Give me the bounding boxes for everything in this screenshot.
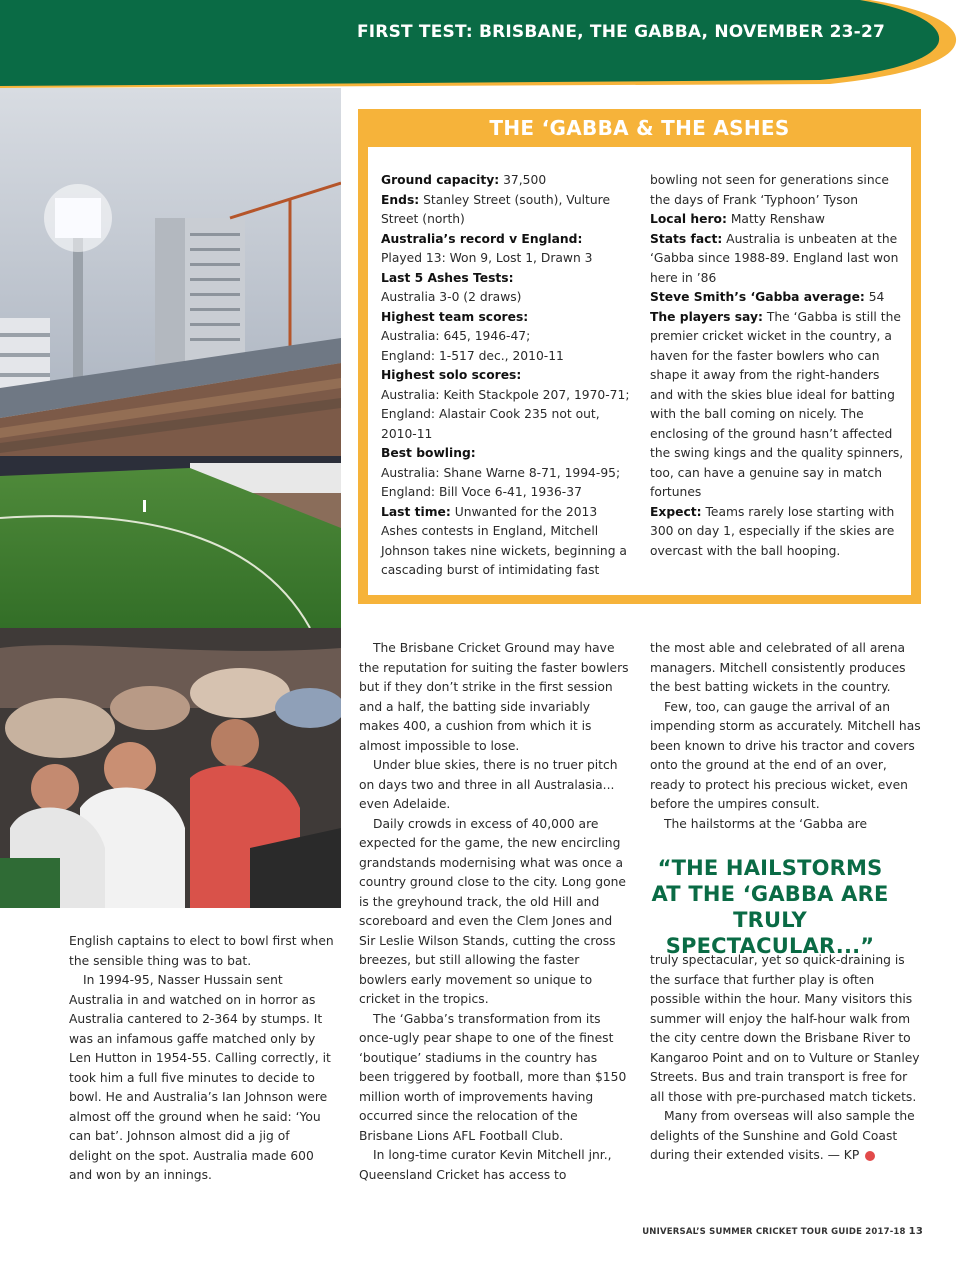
fact-entry: The players say: The ‘Gabba is still the premier cricket wicket in the country, a haven for the faster bowlers who can shape it away from the right-handers and with the skies blue ideal for batting with the ball coming on nicely. The enclosing of the ground hasn’t affected the swing kings and the quality spinners, too, can have a genuine say in match fortunes [650,309,904,499]
article-column-right-top [650,639,922,834]
fact-entry: Australia: Keith Stackpole 207, 1970-71; England: Alastair Cook 235 not out, 2010-11 [381,387,630,441]
article-paragraph: In long-time curator Kevin Mitchell jnr., Queensland Cricket has access to [359,1148,612,1182]
article-last-paragraph [650,1107,922,1166]
fact-box-content [368,147,911,595]
article-paragraph: Few, too, can gauge the arrival of an impending storm as accurately. Mitchell has been known to drive his tractor and covers onto the ground at the end of an over, ready to protect his precious wicket, even before the umpires consult. [650,699,921,811]
article-paragraph: the most able and celebrated of all arena managers. Mitchell consistently produces the best batting wickets in the country. [650,641,906,694]
article-paragraph-text: Many from overseas will also sample the delights of the Sunshine and Gold Coast during their extended visits. — KP [650,1109,915,1162]
fact-entry: Australia 3-0 (2 draws) [381,290,522,304]
fact-entry: England: 1-517 dec., 2010-11 [381,348,564,363]
fact-box-column-2 [650,171,906,561]
fact-entry: Stats fact: Australia is unbeaten at the ‘Gabba since 1988-89. England last won here in ’86 [650,231,899,285]
fact-entry: Highest team scores: [381,309,529,324]
fact-box-column-1 [381,171,635,581]
article-paragraph: English captains to elect to bowl first when the sensible thing was to bat. [69,934,334,968]
article-column-left [69,932,335,1186]
fact-box [358,109,921,604]
publication-name: UNIVERSAL’S SUMMER CRICKET TOUR GUIDE 2017-18 [642,1227,906,1237]
header-banner [0,0,967,90]
fact-entry: Ends: Stanley Street (south), Vulture Street (north) [381,192,611,226]
stadium-photo [0,88,341,908]
article-paragraph: The Brisbane Cricket Ground may have the reputation for suiting the faster bowlers but if they don’t strike in the first session and a half, the batting side invariably makes 400, a cushion from which it is almost impossible to lose. [359,641,629,753]
fact-entry: Last 5 Ashes Tests: [381,270,514,285]
fact-entry: Steve Smith’s ‘Gabba average: 54 [650,290,885,304]
fact-entry: Australia’s record v England: [381,231,583,246]
end-mark-icon [865,1151,875,1161]
stadium-illustration [0,88,341,908]
page-footer [642,1226,923,1237]
fact-box-title: THE ‘GABBA & THE ASHES [489,116,790,140]
fact-entry: Highest solo scores: [381,368,522,382]
article-paragraph: The ‘Gabba’s transformation from its once-ugly pear shape to one of the finest ‘boutique’ stadiums in the country has been triggered by football, more than $150 million worth of improvements having occurred since the relocation of the Brisbane Lions AFL Football Club. [359,1011,627,1143]
fact-entry: Local hero: Matty Renshaw [650,212,825,226]
fact-entry: Australia: 645, 1946-47; [381,329,531,343]
article-column-right-bottom [650,951,922,1166]
header-swoosh [0,0,967,90]
fact-entry: bowling not seen for generations since the days of Frank ‘Typhoon’ Tyson [650,173,889,207]
fact-entry: Played 13: Won 9, Lost 1, Drawn 3 [381,251,593,265]
fact-entry: Last time: Unwanted for the 2013 Ashes contests in England, Mitchell Johnson takes nine wickets, beginning a cascading burst of intimidating fast [381,504,627,577]
header-title: FIRST TEST: BRISBANE, THE GABBA, NOVEMBER 23-27 [356,22,885,42]
fact-entry: Ground capacity: 37,500 [381,173,547,187]
article-column-middle [359,639,631,1185]
article-paragraph: Under blue skies, there is no truer pitch on days two and three in all Australasia... even Adelaide. [359,758,618,811]
article-paragraph: In 1994-95, Nasser Hussain sent Australia in and watched on in horror as Australia cantered to 2-364 by stumps. It was an infamous gaffe matched only by Len Hutton in 1954-55. Calling correctly, it took him a full five minutes to decide to bowl. He and Australia’s Ian Johnson were almost off the ground when he said: ‘You can bat’. Johnson almost did a jig of delight on the spot. Australia made 600 and won by an innings. [69,973,331,1182]
fact-entry: Best bowling: [381,446,476,460]
article-paragraph: The hailstorms at the ‘Gabba are [664,816,868,831]
fact-entry: Expect: Teams rarely lose starting with 300 on day 1, especially if the skies are overcast with the ball hooping. [650,504,895,558]
article-paragraph: Daily crowds in excess of 40,000 are expected for the game, the new encircling grandstands modernising what was once a country ground close to the city. Long gone is the greyhound track, the old Hill and scoreboard and even the Clem Jones and Sir Leslie Wilson Stands, cutting the cross breezes, but still allowing the faster bowlers early movement so unique to cricket in the tropics. [359,816,626,1006]
article-paragraph: truly spectacular, yet so quick-draining is the surface that further play is often possible within the hour. Many visitors this summer will enjoy the half-hour walk from the city centre down the Brisbane River to Kangaroo Point and on to Vulture or Stanley Streets. Bus and train transport is free for all those with pre-purchased match tickets. [650,953,920,1104]
pull-quote: “THE HAILSTORMS AT THE ‘GABBA ARE TRULY SPECTACULAR...” [651,856,889,958]
page-number: 13 [908,1226,923,1237]
fact-entry: Australia: Shane Warne 8-71, 1994-95; England: Bill Voce 6-41, 1936-37 [381,465,621,499]
